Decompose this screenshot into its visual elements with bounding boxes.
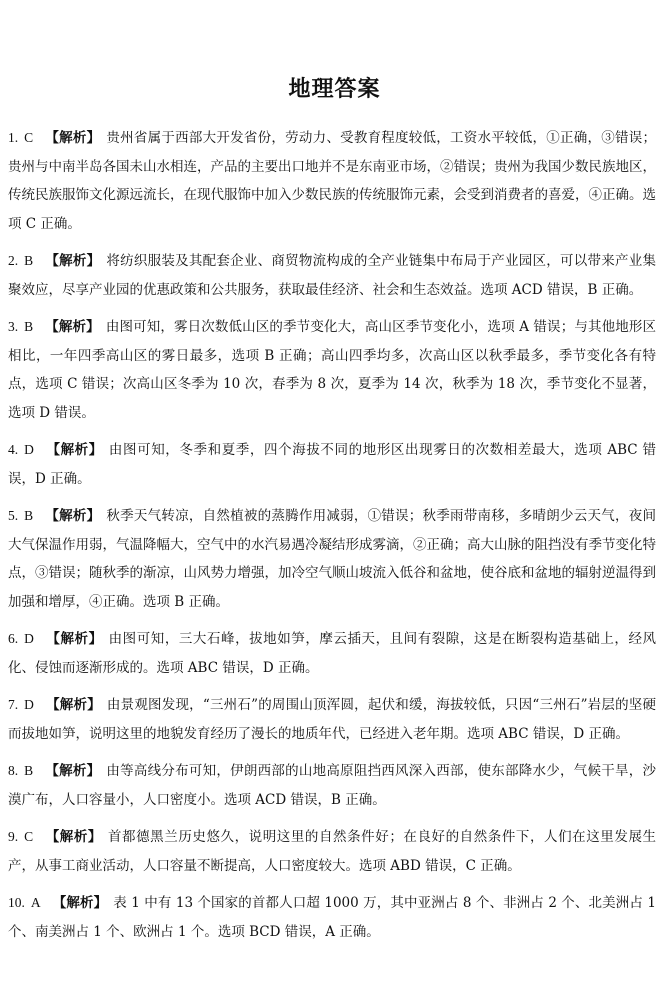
page-title: 地理答案 [288,77,381,102]
analysis-text: 首都德黑兰历史悠久，说明这里的自然条件好；在良好的自然条件下，人们在这里发展生产，从事工商业活动，人口容量不断提高，人口密度较大。选项 ABD 错误，C 正确。 [8,829,657,874]
analysis-text: 将纺织服装及其配套企业、商贸物流构成的全产业链集中布局于产业园区，可以带来产业集聚效应，尽享产业园的优惠政策和公共服务，获取最佳经济、社会和生态效益。选项 ACD 错误，B 正确。 [8,253,656,298]
answer-item-2 [8,247,656,304]
question-number: 4. [8,442,19,457]
answer-item-7 [8,691,656,748]
analysis-text: 由图可知，三大石峰，拔地如笋，摩云插天，且间有裂隙，这是在断裂构造基础上，经风化、侵蚀而逐渐形成的。选项 ABC 错误，D 正确。 [8,631,657,676]
question-number: 1. [8,130,19,145]
analysis-text: 表 1 中有 13 个国家的首都人口超 1000 万，其中亚洲占 8 个、非洲占 2 个、北美洲占 1 个、南美洲占 1 个、欧洲占 1 个。选项 BCD 错误，A 正确。 [8,895,656,940]
answer-choice: D [24,631,34,646]
question-number: 5. [8,508,19,523]
answer-item-4 [8,436,656,493]
answer-item-5 [8,502,656,616]
analysis-tag: 【解析】 [45,631,103,647]
answer-item-3 [8,313,656,427]
question-number: 2. [8,253,19,268]
answer-choice: D [24,442,34,457]
analysis-tag: 【解析】 [52,895,108,911]
answer-choice: B [24,508,34,523]
answer-choice: B [24,253,34,268]
analysis-tag: 【解析】 [45,763,101,779]
question-number: 8. [8,763,19,778]
analysis-tag: 【解析】 [45,697,101,713]
question-number: 10. [8,895,25,910]
analysis-tag: 【解析】 [45,508,101,524]
answer-item-8 [8,757,656,814]
answer-item-10 [8,889,656,946]
question-number: 3. [8,319,19,334]
answer-choice: D [24,697,34,712]
answer-choice: A [30,895,41,910]
answer-item-6 [8,625,656,682]
analysis-text: 由景观图发现，“三州石”的周围山顶浑圆，起伏和缓，海拔较低，只因“三州石”岩层的坚硬而拔地如笋，说明这里的地貌发育经历了漫长的地质年代，已经进入老年期。选项 ABC 错误，D 正确。 [8,697,657,742]
question-number: 7. [8,697,19,712]
answer-item-1 [8,124,656,238]
answer-choice: C [24,130,34,145]
analysis-tag: 【解析】 [45,130,101,146]
analysis-tag: 【解析】 [45,253,101,269]
analysis-tag: 【解析】 [45,829,102,845]
answer-list [8,124,656,955]
answer-choice: B [24,763,34,778]
analysis-text: 由图可知，冬季和夏季，四个海拔不同的地形区出现雾日的次数相差最大，选项 ABC 错误，D 正确。 [8,442,656,487]
analysis-tag: 【解析】 [45,319,100,335]
answer-choice: C [24,829,34,844]
question-number: 6. [8,631,19,646]
analysis-tag: 【解析】 [45,442,103,458]
answer-choice: B [24,319,34,334]
analysis-text: 贵州省属于西部大开发省份，劳动力、受教育程度较低，工资水平较低，①正确，③错误；贵州与中南半岛各国未山水相连，产品的主要出口地并不是东南亚市场，②错误；贵州为我国少数民族地区，传统民族服饰文化源远流长，在现代服饰中加入少数民族的传统服饰元素，会受到消费者的喜爱，④正确。选项 C 正确。 [8,130,656,232]
analysis-text: 由等高线分布可知，伊朗西部的山地高原阻挡西风深入西部，使东部降水少，气候干旱，沙漠广布，人口容量小，人口密度小。选项 ACD 错误，B 正确。 [8,763,656,808]
answer-item-9 [8,823,656,880]
analysis-text: 由图可知，雾日次数低山区的季节变化大，高山区季节变化小，选项 A 错误；与其他地形区相比，一年四季高山区的雾日最多，选项 B 正确；高山四季均多，次高山区以秋季最多，季节变化各有特点，选项 C 错误；次高山区冬季为 10 次，春季为 8 次，夏季为 14 次，秋季为 18 次，季节变化不显著，选项 D 错误。 [8,319,656,421]
question-number: 9. [8,829,19,844]
analysis-text: 秋季天气转凉，自然植被的蒸腾作用减弱，①错误；秋季雨带南移，多晴朗少云天气，夜间大气保温作用弱，气温降幅大，空气中的水汽易遇冷凝结形成雾滴，②正确；高大山脉的阻挡没有季节变化特点，③错误；随秋季的渐凉，山风势力增强，加冷空气顺山坡流入低谷和盆地，使谷底和盆地的辐射逆温得到加强和增厚，④正确。选项 B 正确。 [8,508,656,610]
